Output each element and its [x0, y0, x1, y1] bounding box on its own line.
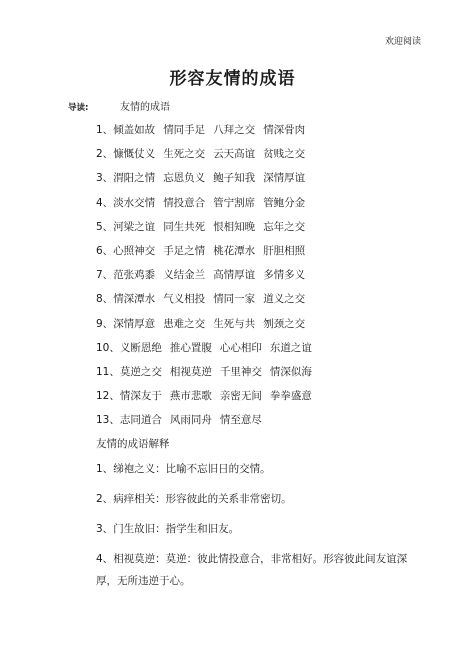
idiom-term: 生死与共 — [213, 317, 256, 330]
idiom-term: 义结金兰 — [163, 269, 206, 282]
idiom-term: 恨相知晚 — [213, 220, 256, 233]
idiom-term: 多情多义 — [263, 269, 306, 282]
explanation-text: 病痒相关：形容彼此的关系非常密切。 — [113, 493, 292, 505]
idiom-term: 情同一家 — [213, 293, 256, 306]
idiom-term: 志同道合 — [119, 414, 162, 427]
list-item — [96, 265, 320, 289]
idiom-term: 相视莫逆 — [169, 365, 212, 378]
idiom-term: 倾盖如故 — [113, 124, 156, 136]
explanation-number: 3、 — [96, 523, 114, 535]
idiom-term: 刎颈之交 — [263, 317, 306, 330]
idiom-term: 情深骨肉 — [263, 124, 306, 136]
idiom-term: 气义相投 — [163, 293, 206, 306]
idiom-term: 拳拳盛意 — [269, 390, 312, 403]
list-item-number: 5、 — [96, 220, 114, 233]
idiom-term: 淡水交情 — [113, 196, 156, 209]
page-title: 形容友情的成语 — [169, 69, 296, 89]
idiom-term: 鲍子知我 — [213, 172, 256, 185]
idiom-term: 范张鸡黍 — [113, 269, 156, 282]
idiom-term: 道义之交 — [263, 293, 306, 306]
idiom-term: 患难之交 — [163, 317, 206, 330]
explanation-item — [96, 458, 426, 480]
idiom-term: 东道之谊 — [269, 341, 312, 354]
list-item-number: 10、 — [96, 341, 120, 354]
explanation-number: 4、 — [96, 553, 114, 565]
idiom-term: 渭阳之情 — [113, 172, 156, 185]
intro-lead: 导读: — [68, 103, 89, 113]
idiom-term: 心心相印 — [219, 341, 262, 354]
intro-text: 友情的成语 — [120, 102, 170, 113]
list-item — [96, 410, 320, 434]
idiom-term: 桃花潭水 — [213, 244, 256, 257]
idiom-term: 莫逆之交 — [119, 365, 162, 378]
explanation-heading: 友情的成语解释 — [96, 438, 170, 450]
list-item — [96, 193, 320, 217]
explanation-text: 门生故旧：指学生和旧友。 — [113, 523, 240, 535]
idiom-term: 推心置腹 — [169, 341, 212, 354]
idiom-term: 深情厚谊 — [263, 172, 306, 185]
idiom-term: 八拜之交 — [213, 124, 256, 136]
idiom-list — [96, 120, 320, 434]
explanation-text: 相视莫逆：莫逆：彼此情投意合，非常相好。形容彼此间友谊深厚，无所违逆于心。 — [96, 553, 408, 587]
list-item-number: 1、 — [96, 124, 114, 136]
list-item-number: 7、 — [96, 269, 114, 282]
list-item — [96, 241, 320, 265]
list-item-number: 6、 — [96, 244, 114, 257]
explanation-item — [96, 548, 426, 592]
idiom-term: 慷慨仗义 — [113, 148, 156, 161]
idiom-term: 情至意尽 — [219, 414, 262, 427]
idiom-term: 燕市悲歌 — [169, 390, 212, 403]
list-item — [96, 362, 320, 386]
explanation-number: 2、 — [96, 493, 114, 505]
list-item — [96, 168, 320, 192]
list-item — [96, 120, 320, 144]
explanation-item — [96, 488, 426, 510]
idiom-term: 心照神交 — [113, 244, 156, 257]
list-item-number: 13、 — [96, 414, 120, 427]
idiom-term: 忘年之交 — [263, 220, 306, 233]
idiom-term: 忘恩负义 — [163, 172, 206, 185]
explanation-number: 1、 — [96, 463, 114, 475]
idiom-term: 情深似海 — [269, 365, 312, 378]
list-item — [96, 338, 320, 362]
list-item — [96, 314, 320, 338]
idiom-term: 管宁割席 — [213, 196, 256, 209]
idiom-term: 深情厚意 — [113, 317, 156, 330]
header-note: 欢迎阅读 — [384, 37, 421, 47]
list-item-number: 8、 — [96, 293, 114, 306]
idiom-term: 管鲍分金 — [263, 196, 306, 209]
idiom-term: 生死之交 — [163, 148, 206, 161]
explanation-item — [96, 518, 426, 540]
list-item — [96, 144, 320, 168]
list-item-number: 11、 — [96, 365, 120, 378]
idiom-term: 手足之情 — [163, 244, 206, 257]
explanation-list — [96, 458, 426, 600]
idiom-term: 同生共死 — [163, 220, 206, 233]
idiom-term: 贫贱之交 — [263, 148, 306, 161]
idiom-term: 肝胆相照 — [263, 244, 306, 257]
idiom-term: 情同手足 — [163, 124, 206, 136]
intro-line — [68, 98, 170, 113]
idiom-term: 千里神交 — [219, 365, 262, 378]
idiom-term: 河梁之谊 — [113, 220, 156, 233]
list-item-number: 2、 — [96, 148, 114, 161]
list-item — [96, 386, 320, 410]
idiom-term: 情投意合 — [163, 196, 206, 209]
idiom-term: 亲密无间 — [219, 390, 262, 403]
list-item-number: 12、 — [96, 390, 120, 403]
idiom-term: 风雨同舟 — [169, 414, 212, 427]
idiom-term: 情深潭水 — [113, 293, 156, 306]
explanation-text: 绨袍之义：比喻不忘旧日的交情。 — [113, 463, 271, 475]
idiom-term: 情深友于 — [119, 390, 162, 403]
idiom-term: 云天高谊 — [213, 148, 256, 161]
list-item — [96, 289, 320, 313]
list-item-number: 4、 — [96, 196, 114, 209]
idiom-term: 义断恩绝 — [119, 341, 162, 354]
idiom-term: 高情厚谊 — [213, 269, 256, 282]
list-item — [96, 217, 320, 241]
list-item-number: 9、 — [96, 317, 114, 330]
list-item-number: 3、 — [96, 172, 114, 185]
